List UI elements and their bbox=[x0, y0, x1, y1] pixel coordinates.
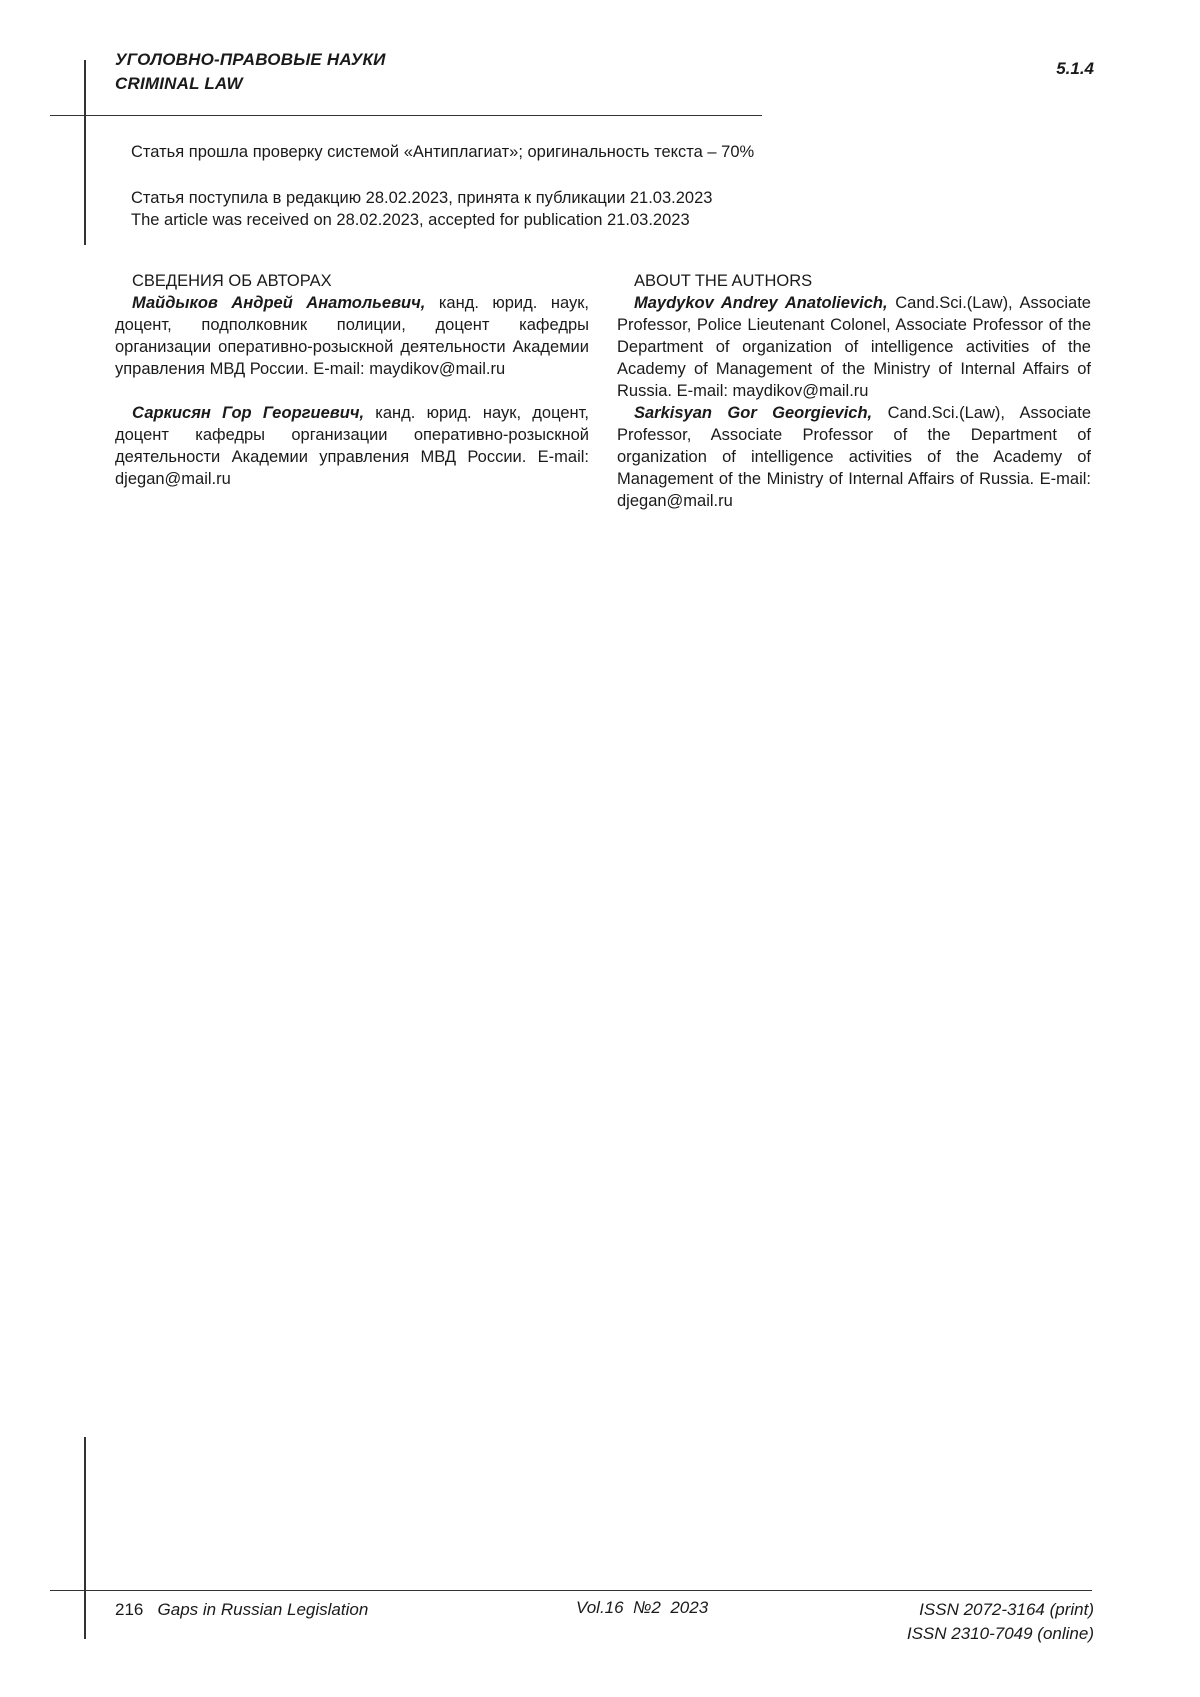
author-entry bbox=[617, 292, 1091, 402]
author-details: Cand.Sci.(Law), Associate Professor, Police Lieutenant Colonel, Associate Professor of the Department of organization of intelligence activities of the Academy of Management of the Ministry of Internal Affairs of Russia. E-mail: maydikov@mail.ru bbox=[617, 294, 1091, 400]
journal-name: Gaps in Russian Legislation bbox=[157, 1600, 369, 1619]
authors-en-heading: ABOUT THE AUTHORS bbox=[634, 272, 813, 290]
header-vertical-rule bbox=[84, 60, 86, 245]
author-name: Maydykov Andrey Anatolievich, bbox=[634, 294, 888, 312]
specialty-code: 5.1.4 bbox=[1056, 59, 1094, 78]
authors-ru-column bbox=[115, 270, 589, 490]
author-details: канд. юрид. наук, доцент, подполковник полиции, доцент кафедры организации оперативно-розыскной деятельности Академии управления МВД России. E-mail: maydikov@mail.ru bbox=[115, 294, 589, 378]
antiplagiat-note: Статья прошла проверку системой «Антиплагиат»; оригинальность текста – 70% bbox=[131, 143, 755, 161]
author-name: Sarkisyan Gor Georgievich, bbox=[634, 404, 873, 422]
author-details: канд. юрид. наук, доцент, доцент кафедры организации оперативно-розыскной деятельности Академии управления МВД России. E-mail: djegan@mail.ru bbox=[115, 404, 589, 488]
issn-online: ISSN 2310-7049 (online) bbox=[906, 1624, 1094, 1643]
authors-ru-heading: СВЕДЕНИЯ ОБ АВТОРАХ bbox=[132, 272, 332, 290]
footer-journal bbox=[115, 1600, 368, 1620]
author-details: Cand.Sci.(Law), Associate Professor, Associate Professor of the Department of organization of intelligence activities of the Academy of Management of the Ministry of Internal Affairs of Russia. E-mail: djegan@mail.ru bbox=[617, 404, 1091, 510]
received-note-en: The article was received on 28.02.2023, accepted for publication 21.03.2023 bbox=[131, 211, 690, 229]
footer-horizontal-rule bbox=[50, 1590, 1092, 1591]
issn-block bbox=[907, 1598, 1094, 1646]
author-entry bbox=[115, 402, 589, 490]
author-name: Саркисян Гор Георгиевич, bbox=[132, 404, 365, 422]
header-horizontal-rule bbox=[50, 115, 762, 116]
section-title-ru: УГОЛОВНО-ПРАВОВЫЕ НАУКИ bbox=[115, 50, 386, 69]
footer-vertical-rule bbox=[84, 1437, 86, 1639]
received-note-ru: Статья поступила в редакцию 28.02.2023, принята к публикации 21.03.2023 bbox=[131, 189, 713, 207]
volume-issue: Vol.16 №2 2023 bbox=[576, 1598, 709, 1617]
authors-en-column bbox=[617, 270, 1091, 512]
author-entry bbox=[617, 402, 1091, 512]
page-number: 216 bbox=[115, 1600, 144, 1619]
author-name: Майдыков Андрей Анатольевич, bbox=[132, 294, 426, 312]
section-title-en: CRIMINAL LAW bbox=[115, 74, 243, 93]
issn-print: ISSN 2072-3164 (print) bbox=[919, 1600, 1094, 1619]
author-entry bbox=[115, 292, 589, 380]
